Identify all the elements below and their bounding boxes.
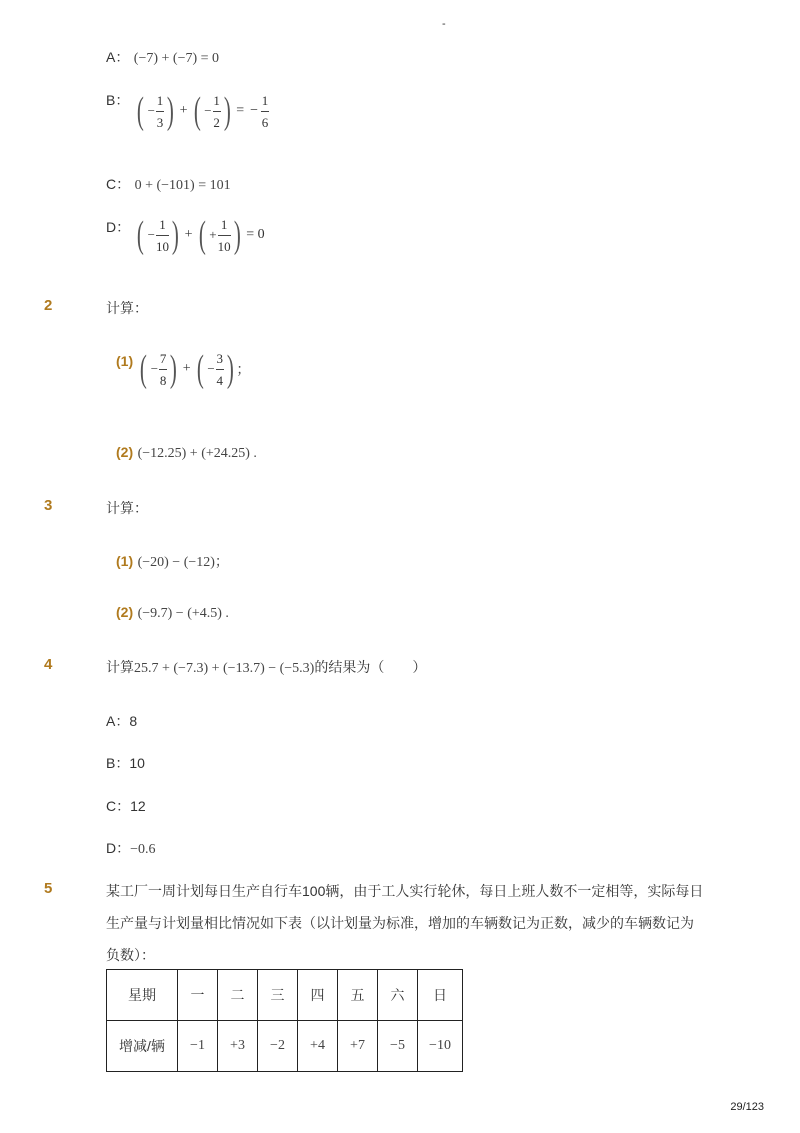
question-number: 3 xyxy=(44,497,53,514)
table-cell: 五 xyxy=(338,970,378,1021)
option-label: B： xyxy=(106,92,130,108)
table-cell: 四 xyxy=(298,970,338,1021)
subquestion-expression: (−12.25) + (+24.25) . xyxy=(137,446,257,461)
table-cell: 二 xyxy=(218,970,258,1021)
table-header-row xyxy=(107,970,463,1021)
q1-option-b-expression: ( − $\frac{1}{3}$ ) + ( − $\frac{1}{2}$ ) = − $\frac{1}{6}$ xyxy=(136,90,269,132)
table-row xyxy=(107,1021,463,1072)
fraction: $\frac{7}{8}$ xyxy=(159,350,167,388)
table-cell: +3 xyxy=(218,1021,258,1072)
top-mark: - xyxy=(442,18,446,30)
q3-subquestion-1 xyxy=(116,551,229,571)
table-cell: 六 xyxy=(378,970,418,1021)
question-text-line: 负数）： xyxy=(106,947,155,963)
production-table xyxy=(106,969,463,1072)
fraction: $\frac{1}{3}$ xyxy=(156,92,164,130)
option-expression: (−7) + (−7) = 0 xyxy=(133,51,220,66)
fraction: $\frac{1}{6}$ xyxy=(261,92,269,130)
q1-option-a xyxy=(106,47,219,67)
option-value: −0.6 xyxy=(130,842,156,857)
table-cell: +4 xyxy=(298,1021,338,1072)
q2-subquestion-2 xyxy=(116,444,257,462)
fraction: $\frac{1}{2}$ xyxy=(213,92,220,130)
fraction: $\frac{1}{10}$ xyxy=(156,216,169,254)
question-text-line: 某工厂一周计划每日生产自行车100辆，由于工人实行轮休，每日上班人数不一定相等，实际每日 xyxy=(106,883,704,899)
option-label: A： xyxy=(106,49,130,65)
table-cell: +7 xyxy=(338,1021,378,1072)
option-value: 8 xyxy=(129,713,138,729)
question-prompt: 计算25.7 + (−7.3) + (−13.7) − (−5.3)的结果为（ ） xyxy=(106,659,427,676)
option-label: D： xyxy=(106,219,131,235)
table-cell: 一 xyxy=(178,970,218,1021)
question-text-line: 生产量与计划量相比情况如下表（以计划量为标准，增加的车辆数记为正数，减少的车辆数记为 xyxy=(106,915,694,931)
q3-subquestion-2 xyxy=(116,604,229,622)
subquestion-label: (1) xyxy=(116,353,134,369)
q1-option-d-expression: ( − $\frac{1}{10}$ ) + ( + $\frac{1}{10}$ ) = 0 xyxy=(136,214,265,256)
q1-option-d xyxy=(106,217,130,237)
table-cell: −10 xyxy=(418,1021,463,1072)
q4-option-a xyxy=(106,711,137,731)
subquestion-expression: (−9.7) − (+4.5) . xyxy=(137,606,229,621)
q4-option-d xyxy=(106,838,156,858)
question-number: 4 xyxy=(44,656,53,673)
option-label: D： xyxy=(106,840,131,856)
q2-subquestion-1: (1) ( − $\frac{7}{8}$ ) + ( − $\frac{3}{4}$ ) ； xyxy=(116,348,251,390)
q4-option-c xyxy=(106,796,146,816)
option-value: 10 xyxy=(129,755,145,771)
table-cell: −2 xyxy=(258,1021,298,1072)
option-expression: 0 + (−101) = 101 xyxy=(134,178,231,193)
fraction: $\frac{1}{10}$ xyxy=(217,216,231,254)
subquestion-label: (2) xyxy=(116,444,134,460)
fraction: $\frac{3}{4}$ xyxy=(216,350,223,388)
question-prompt: 计算： xyxy=(106,300,148,316)
question-number: 5 xyxy=(44,880,53,897)
table-cell: 三 xyxy=(258,970,298,1021)
subquestion-label: (1) xyxy=(116,553,134,569)
table-cell: −5 xyxy=(378,1021,418,1072)
option-value: 12 xyxy=(130,798,146,814)
page-number: 29/123 xyxy=(730,1101,764,1113)
subquestion-label: (2) xyxy=(116,604,134,620)
table-cell: 日 xyxy=(418,970,463,1021)
table-cell: 星期 xyxy=(107,970,178,1021)
option-label: C： xyxy=(106,798,131,814)
question-number: 2 xyxy=(44,297,53,314)
option-label: A： xyxy=(106,713,130,729)
table-cell: 增减/辆 xyxy=(107,1021,178,1072)
option-label: C： xyxy=(106,176,131,192)
q1-option-b xyxy=(106,90,129,110)
q1-option-c xyxy=(106,174,231,194)
question-prompt: 计算： xyxy=(106,500,148,516)
result: = 0 xyxy=(246,227,265,242)
q4-option-b xyxy=(106,753,145,773)
table-cell: −1 xyxy=(178,1021,218,1072)
option-label: B： xyxy=(106,755,130,771)
subquestion-expression: (−20) − (−12)； xyxy=(137,555,229,570)
